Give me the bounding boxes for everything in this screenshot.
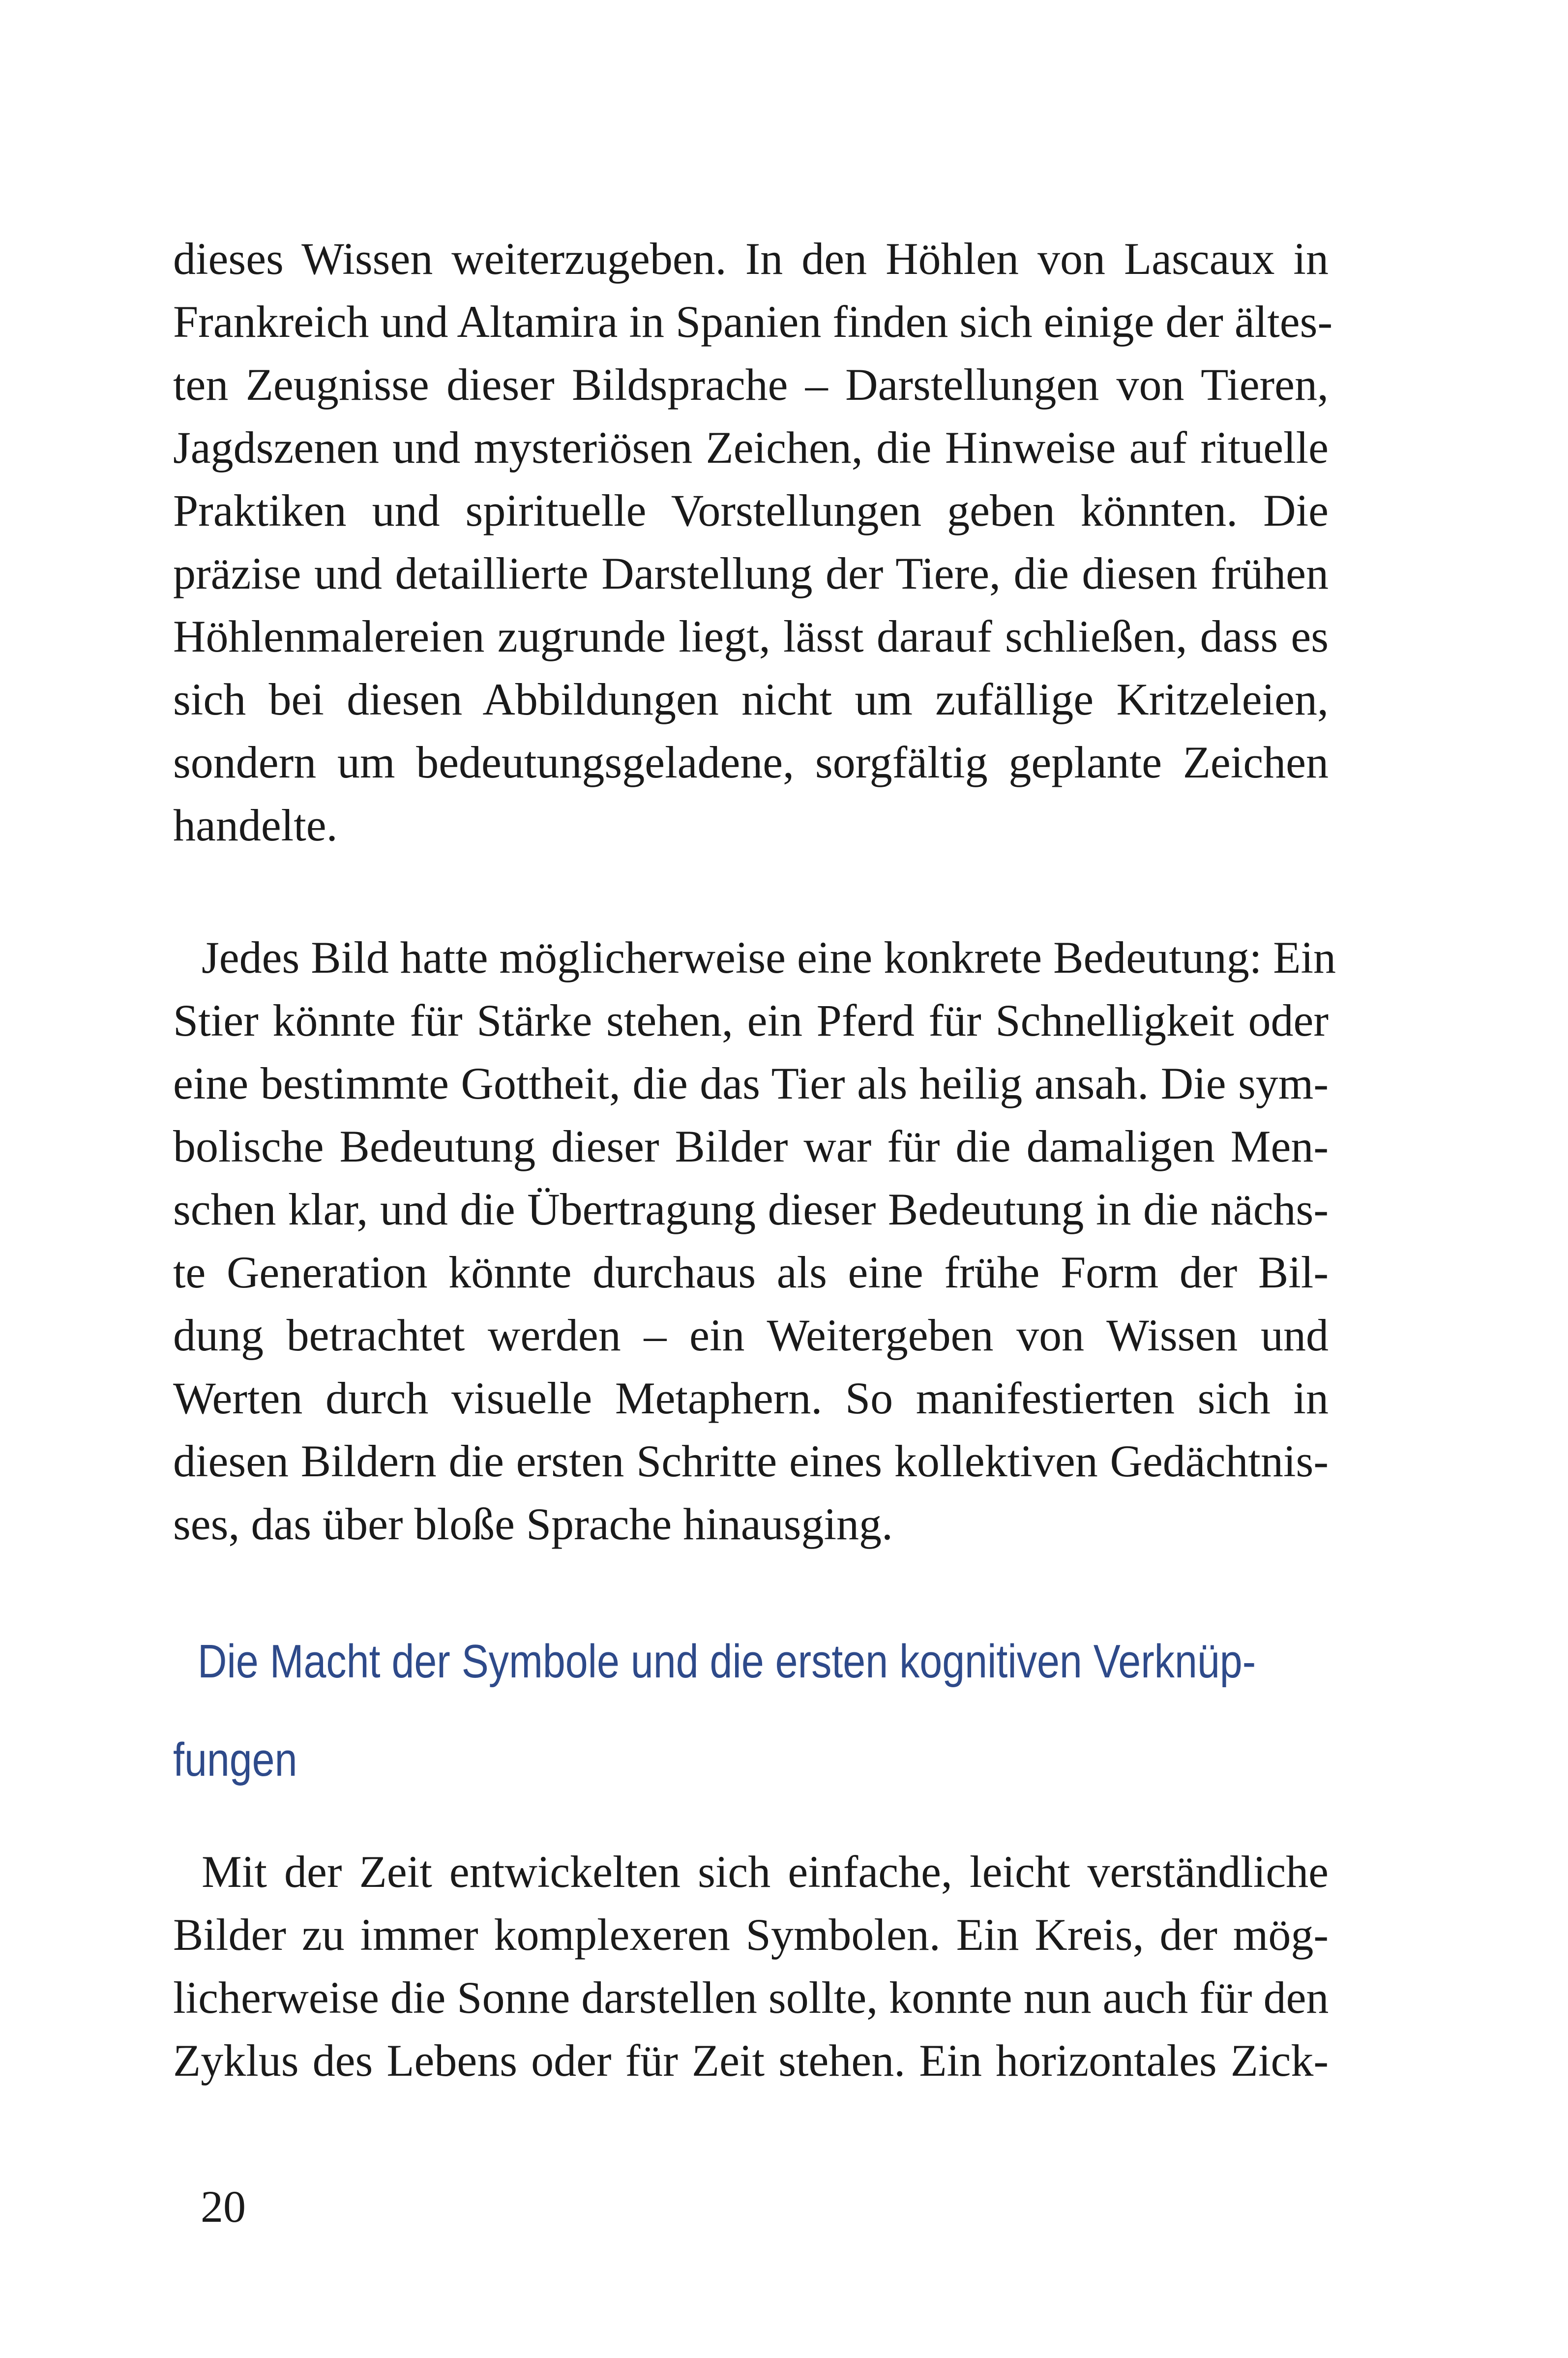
paragraph-2-line: ses, das über bloße Sprache hinausging. <box>173 1499 893 1549</box>
paragraph-1-line: sich bei diesen Abbildungen nicht um zufällige Kritzeleien, <box>173 674 1329 724</box>
paragraph-3-line: Bilder zu immer komplexeren Symbolen. Ein Kreis, der mög- <box>173 1910 1329 1960</box>
paragraph-1-line: sondern um bedeutungsgeladene, sorgfältig geplante Zeichen <box>173 737 1329 787</box>
paragraph-2 <box>173 926 1336 1555</box>
paragraph-3-line: Mit der Zeit entwickelten sich einfache, leicht verständliche <box>202 1847 1329 1897</box>
section-heading-line: fungen <box>173 1733 297 1786</box>
paragraph-3 <box>173 1840 1329 2092</box>
paragraph-2-line: eine bestimmte Gottheit, die das Tier als heilig ansah. Die sym- <box>173 1058 1329 1108</box>
paragraph-2-line: schen klar, und die Übertragung dieser Bedeutung in die nächs- <box>173 1184 1329 1234</box>
paragraph-1-line: ten Zeugnisse dieser Bildsprache – Darstellungen von Tieren, <box>173 359 1329 410</box>
paragraph-3-line: Zyklus des Lebens oder für Zeit stehen. Ein horizontales Zick- <box>173 2035 1329 2086</box>
paragraph-1 <box>173 227 1333 857</box>
paragraph-1-line: Höhlenmalereien zugrunde liegt, lässt darauf schließen, dass es <box>173 611 1329 661</box>
page-number: 20 <box>201 2181 246 2232</box>
section-heading <box>173 1612 1256 1809</box>
paragraph-2-line: Stier könnte für Stärke stehen, ein Pferd für Schnelligkeit oder <box>173 995 1329 1045</box>
paragraph-2-line: diesen Bildern die ersten Schritte eines kollektiven Gedächtnis- <box>173 1436 1329 1486</box>
paragraph-1-line: Jagdszenen und mysteriösen Zeichen, die Hinweise auf rituelle <box>173 422 1329 473</box>
paragraph-2-line: dung betrachtet werden – ein Weitergeben von Wissen und <box>173 1310 1329 1360</box>
paragraph-1-line: Frankreich und Altamira in Spanien finden sich einige der ältes- <box>173 297 1333 347</box>
paragraph-1-line: Praktiken und spirituelle Vorstellungen geben könnten. Die <box>173 485 1329 536</box>
paragraph-1-line: handelte. <box>173 800 338 850</box>
paragraph-2-line: bolische Bedeutung dieser Bilder war für die damaligen Men- <box>173 1121 1329 1171</box>
paragraph-1-line: dieses Wissen weiterzugeben. In den Höhlen von Lascaux in <box>173 234 1329 284</box>
paragraph-3-line: licherweise die Sonne darstellen sollte, konnte nun auch für den <box>173 1972 1329 2023</box>
paragraph-2-line: te Generation könnte durchaus als eine frühe Form der Bil- <box>173 1247 1329 1297</box>
paragraph-1-line: präzise und detaillierte Darstellung der Tiere, die diesen frühen <box>173 548 1329 598</box>
section-heading-line: Die Macht der Symbole und die ersten kognitiven Verknüp- <box>197 1635 1256 1688</box>
paragraph-2-line: Jedes Bild hatte möglicherweise eine konkrete Bedeutung: Ein <box>202 932 1336 983</box>
paragraph-2-line: Werten durch visuelle Metaphern. So manifestierten sich in <box>173 1373 1329 1423</box>
